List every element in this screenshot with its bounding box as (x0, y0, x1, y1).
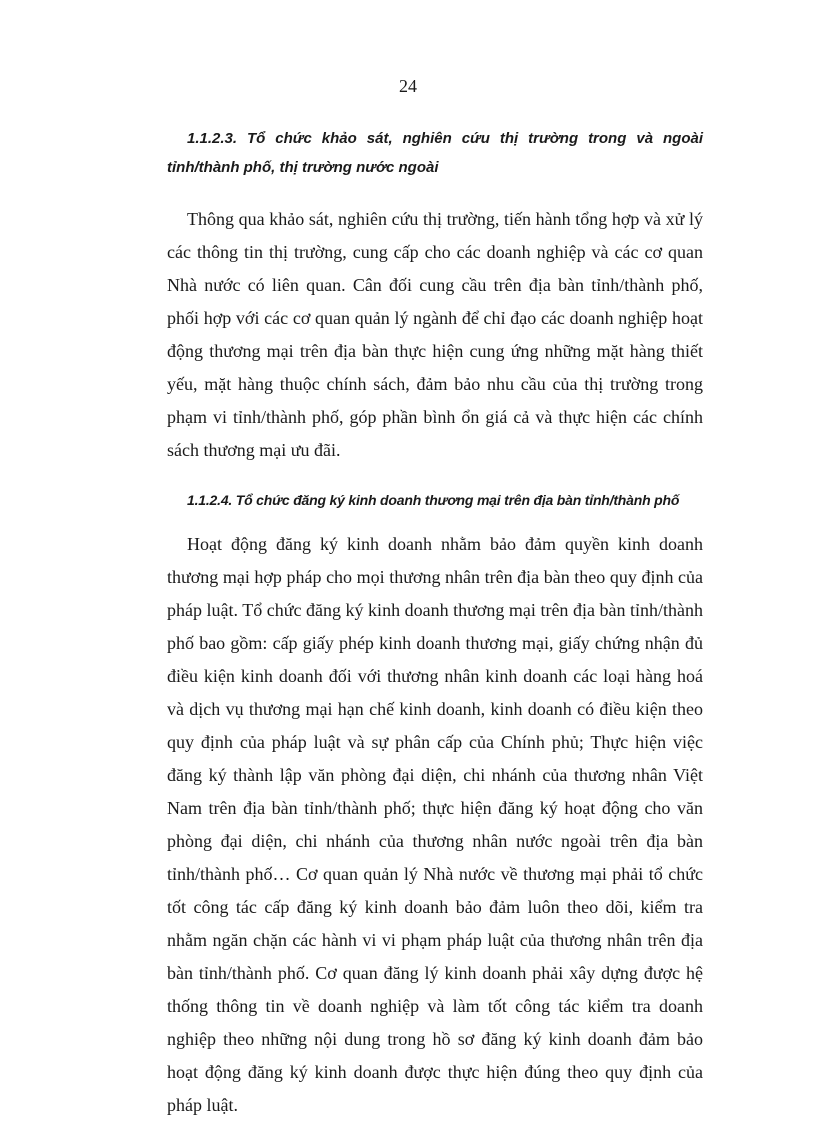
page-number: 24 (399, 76, 417, 96)
section-heading-1-1-2-4: 1.1.2.4. Tổ chức đăng ký kinh doanh thương mại trên địa bàn tỉnh/thành phố (187, 492, 680, 508)
section-paragraph-1-1-2-4: Hoạt động đăng ký kinh doanh nhằm bảo đảm quyền kinh doanh thương mại hợp pháp cho mọi thương nhân trên địa bàn theo quy định của pháp luật. Tổ chức đăng ký kinh doanh thương mại trên địa bàn tỉnh/thành phố bao gồm: cấp giấy phép kinh doanh thương mại, giấy chứng nhận đủ điều kiện kinh doanh đối với thương nhân kinh doanh các loại hàng hoá và dịch vụ thương mại hạn chế kinh doanh, kinh doanh có điều kiện theo quy định của pháp luật và sự phân cấp của Chính phủ; Thực hiện việc đăng ký thành lập văn phòng đại diện, chi nhánh của thương nhân Việt Nam trên địa bàn tỉnh/thành phố; thực hiện đăng ký hoạt động cho văn phòng đại diện, chi nhánh của thương nhân nước ngoài trên địa bàn tỉnh/thành phố… Cơ quan quản lý Nhà nước về thương mại phải tổ chức tốt công tác cấp đăng ký kinh doanh bảo đảm luôn theo dõi, kiểm tra nhằm ngăn chặn các hành vi vi phạm pháp luật của thương nhân trên địa bàn tỉnh/thành phố. Cơ quan đăng lý kinh doanh phải xây dựng được hệ thống thông tin về doanh nghiệp và làm tốt công tác kiểm tra doanh nghiệp theo những nội dung trong hồ sơ đăng ký kinh doanh đảm bảo hoạt động đăng ký kinh doanh được thực hiện đúng theo quy định của pháp luật. (167, 534, 703, 1115)
page-content (167, 124, 703, 1122)
section-heading-1-1-2-3: 1.1.2.3. Tổ chức khảo sát, nghiên cứu thị trường trong và ngoài tỉnh/thành phố, thị trường nước ngoài (167, 130, 703, 176)
section-paragraph-1-1-2-3: Thông qua khảo sát, nghiên cứu thị trường, tiến hành tổng hợp và xử lý các thông tin thị trường, cung cấp cho các doanh nghiệp và các cơ quan Nhà nước có liên quan. Cân đối cung cầu trên địa bàn tỉnh/thành phố, phối hợp với các cơ quan quản lý ngành để chỉ đạo các doanh nghiệp hoạt động thương mại trên địa bàn thực hiện cung ứng những mặt hàng thiết yếu, mặt hàng thuộc chính sách, đảm bảo nhu cầu của thị trường trong phạm vi tỉnh/thành phố, góp phần bình ổn giá cả và thực hiện các chính sách thương mại ưu đãi. (167, 209, 703, 460)
